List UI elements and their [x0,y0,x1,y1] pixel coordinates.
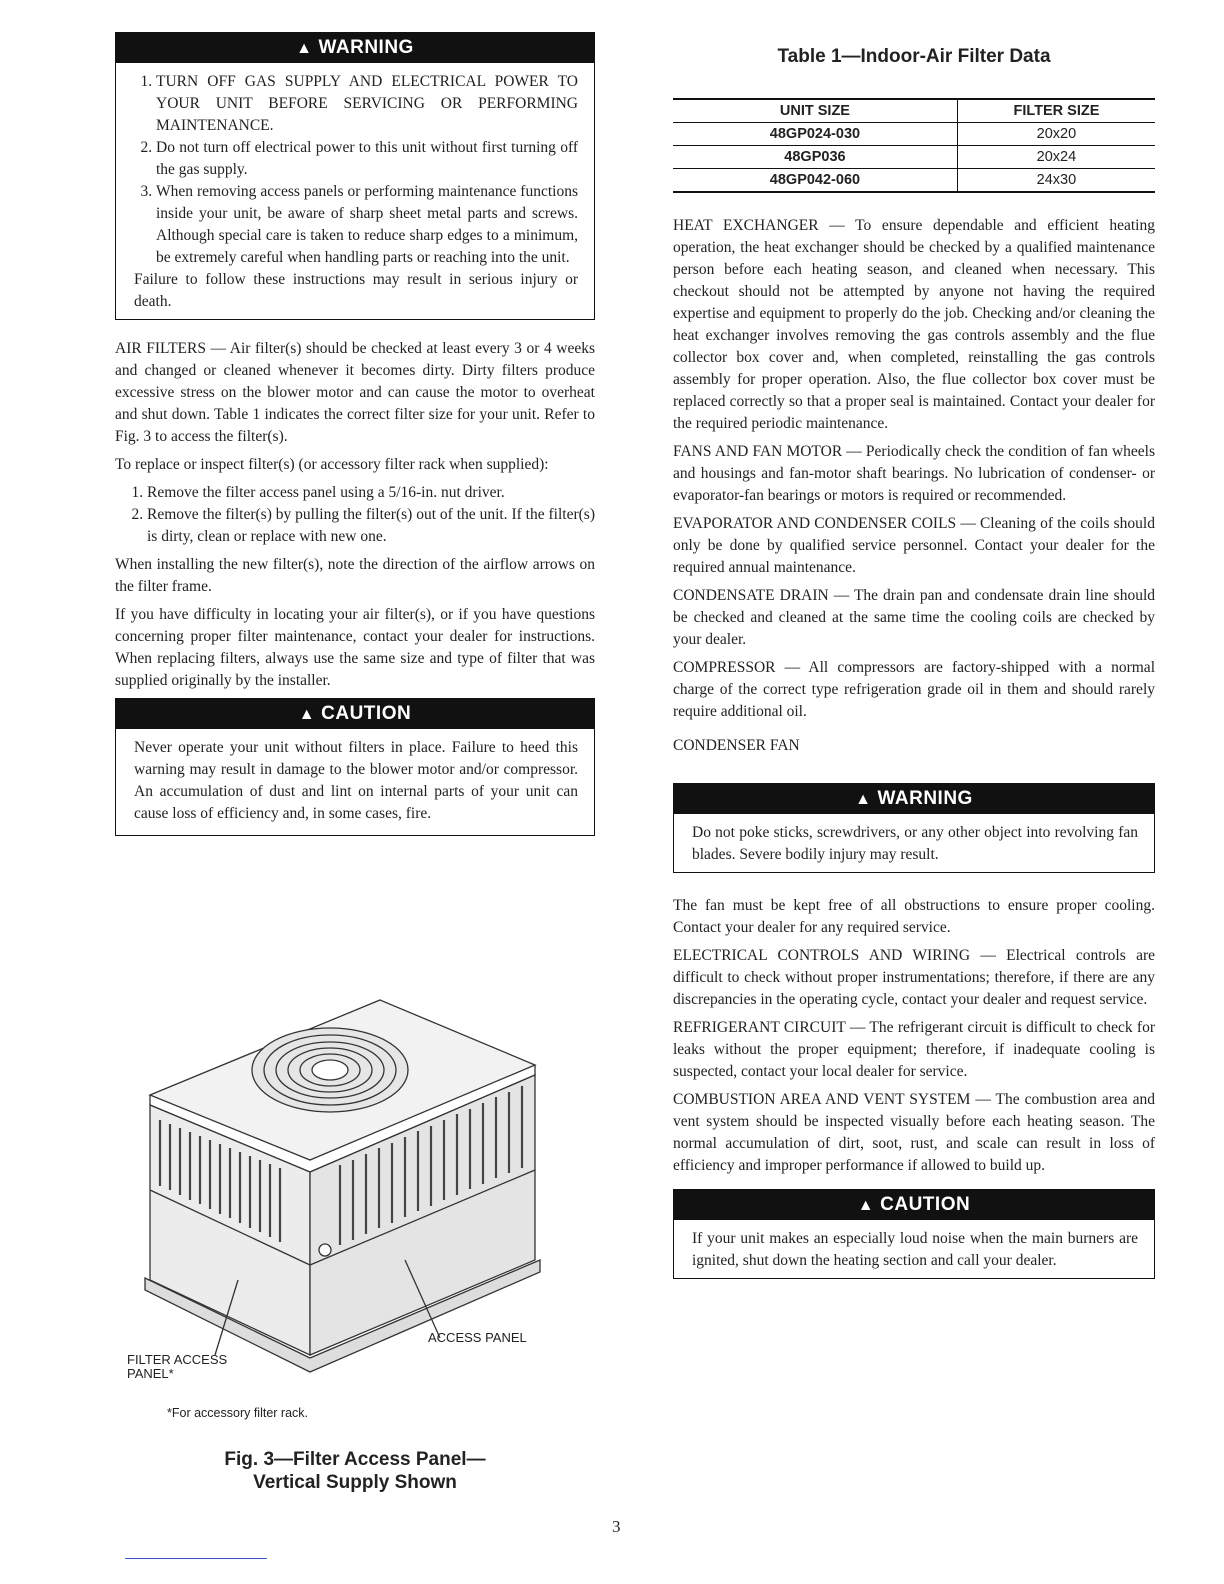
compressor-paragraph: COMPRESSOR — All compressors are factory-shipped with a normal charge of the correct type refrigeration grade oil in them and should rarely require additional oil. [673,659,1155,720]
coils-paragraph: EVAPORATOR AND CONDENSER COILS — Cleaning of the coils should only be done by qualified service personnel. Contact your dealer for the required annual maintenance. [673,515,1155,576]
table-title: Table 1—Indoor-Air Filter Data [777,46,1051,67]
warning2-text: Do not poke sticks, screwdrivers, or any other object into revolving fan blades. Severe bodily injury may result. [692,824,1138,863]
filter-access-label: FILTER ACCESS PANEL* [127,1352,228,1381]
step-item: 2. Remove the filter(s) by pulling the filter(s) out of the unit. If the filter(s) is dirty, clean or replace with new one. [147,504,595,548]
unit-size-cell: 48GP042-060 [673,169,957,193]
figure-caption [115,1448,595,1494]
replace-intro: To replace or inspect filter(s) (or accessory filter rack when supplied): [115,456,549,473]
figure-footnote: *For accessory filter rack. [167,1406,309,1420]
table-header: UNIT SIZE [673,99,957,123]
table-row [673,169,1155,193]
caution-text: Never operate your unit without filters in place. Failure to heed this warning may result in damage to the blower motor and/or compressor. An accumulation of dust and lint on internal parts of your unit can cause loss of efficiency and, in some cases, fire. [134,739,578,822]
figure-caption-line2: Vertical Supply Shown [253,1472,457,1493]
warning-header [116,33,594,63]
unit-size-cell: 48GP024-030 [673,123,957,146]
filter-size-cell: 20x24 [957,146,1155,169]
replace-steps [115,482,595,548]
figure-caption-line1: Fig. 3—Filter Access Panel— [224,1449,486,1470]
table-row [673,146,1155,169]
footer-rule [125,1558,267,1559]
warning-item: 2. Do not turn off electrical power to this unit without first turning off the gas supply. [156,137,578,181]
warning2-header [674,784,1154,814]
table-header: FILTER SIZE [957,99,1155,123]
page-number: 3 [612,1517,621,1536]
air-filters-paragraph: AIR FILTERS — Air filter(s) should be checked at least every 3 or 4 weeks and changed or cleaned whenever it becomes dirty. Dirty filters produce excessive stress on the blower motor and can cause the motor to overheat and shut down. Table 1 indicates the correct filter size for your unit. Refer to Fig. 3 to access the filter(s). [115,340,595,445]
difficulty-paragraph: If you have difficulty in locating your air filter(s), or if you have questions concerning proper filter maintenance, contact your dealer for instructions. When replacing filters, always use the same size and type of filter that was supplied originally by the installer. [115,606,595,689]
warning-body [116,63,594,319]
warning-footer: Failure to follow these instructions may result in serious injury or death. [134,271,578,310]
figure-3 [115,960,595,1500]
warning2-body [674,814,1154,872]
caution2-body [674,1220,1154,1278]
caution-triangle-icon: ▲ [298,706,316,723]
right-column [673,40,1155,1279]
caution-body [116,729,594,835]
caution-title: CAUTION [321,703,412,724]
warning2-title: WARNING [877,788,973,809]
step-item: 1. Remove the filter access panel using a 5/16-in. nut driver. [147,482,595,504]
combustion-paragraph: COMBUSTION AREA AND VENT SYSTEM — The combustion area and vent system should be inspected visually before each heating season. The normal accumulation of dirt, soot, rust, and scale can result in loss of efficiency and improper performance if allowed to build up. [673,1091,1155,1174]
access-panel-label: ACCESS PANEL [428,1330,527,1345]
warning2-triangle-icon: ▲ [855,791,872,808]
warning-item: 1. TURN OFF GAS SUPPLY AND ELECTRICAL POWER TO YOUR UNIT BEFORE SERVICING OR PERFORMING MAINTENANCE. [156,71,578,137]
heat-exchanger-paragraph: HEAT EXCHANGER — To ensure dependable and efficient heating operation, the heat exchanger should be checked by a qualified maintenance person before each heating season, and cleaned when necessary. This checkout should not be attempted by anyone not having the required expertise and equipment to properly do the job. Checking and/or cleaning the heat exchanger involves removing the gas controls assembly and the flue collector box cover and, when completed, reinstalling the gas controls assembly for proper operation. Also, the flue collector box cover must be replaced correctly so that a proper seal is maintained. Contact your dealer for the required periodic maintenance. [673,217,1155,432]
refrigerant-paragraph: REFRIGERANT CIRCUIT — The refrigerant circuit is difficult to check for leaks without the proper equipment; therefore, if inadequate cooling is suspected, contact your local dealer for service. [673,1019,1155,1080]
caution-header [116,699,594,729]
table-header-row [673,99,1155,123]
warning-title: WARNING [318,37,414,58]
left-column [115,32,595,836]
warning-box [115,32,595,320]
electrical-paragraph: ELECTRICAL CONTROLS AND WIRING — Electrical controls are difficult to check without proper instrumentations; therefore, if there are any discrepancies in the operating cycle, contact your dealer and request service. [673,947,1155,1008]
unit-size-cell: 48GP036 [673,146,957,169]
condenser-fan-heading: CONDENSER FAN [673,737,800,754]
warning2-box [673,783,1155,873]
fans-paragraph: FANS AND FAN MOTOR — Periodically check the condition of fan wheels and housings and fan-motor shaft bearings. No lubrication of condenser- or evaporator-fan bearings or motors is required or recommended. [673,443,1155,504]
table-row [673,123,1155,146]
caution2-header [674,1190,1154,1220]
warning-triangle-icon: ▲ [296,40,313,57]
caution2-title: CAUTION [880,1194,971,1215]
filter-size-cell: 20x20 [957,123,1155,146]
filter-data-table [673,98,1155,193]
fan-free-paragraph: The fan must be kept free of all obstructions to ensure proper cooling. Contact your dealer for any required service. [673,897,1155,936]
filter-size-cell: 24x30 [957,169,1155,193]
caution2-text: If your unit makes an especially loud noise when the main burners are ignited, shut down the heating section and call your dealer. [692,1230,1138,1269]
drain-paragraph: CONDENSATE DRAIN — The drain pan and condensate drain line should be checked and cleaned at the same time the cooling coils are checked by your dealer. [673,587,1155,648]
installing-paragraph: When installing the new filter(s), note the direction of the airflow arrows on the filter frame. [115,556,595,595]
caution2-triangle-icon: ▲ [857,1197,875,1214]
caution-box [115,698,595,836]
caution2-box [673,1189,1155,1279]
warning-item: 3. When removing access panels or performing maintenance functions inside your unit, be aware of sharp sheet metal parts and screws. Although special care is taken to reduce sharp edges to a minimum, be extremely careful when handling parts or reaching into the unit. [156,181,578,269]
